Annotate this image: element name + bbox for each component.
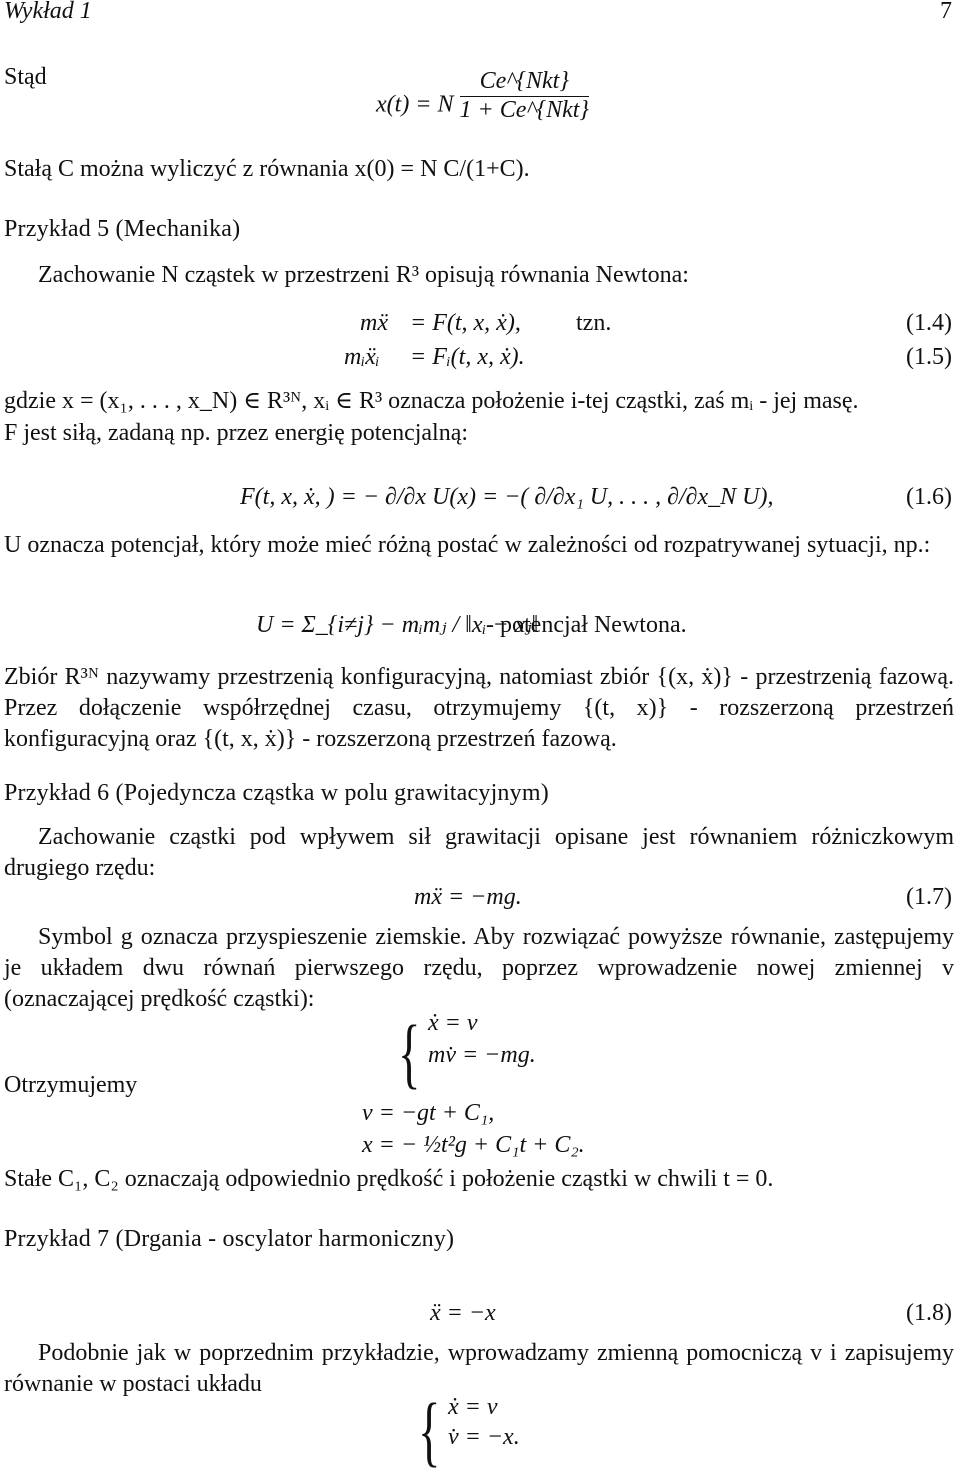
eq14-lhs: mẍ <box>360 310 388 336</box>
eq18: ẍ = −x <box>430 1300 496 1326</box>
running-header: Wykład 1 <box>4 0 92 24</box>
const-line: Stałą C można wyliczyć z równania x(0) = N C/(1+C). <box>4 156 530 182</box>
potential-paragraph: U oznacza potencjał, który może mieć różną postać w zależności od rozpatrywanej sytuacji, np.: <box>4 532 931 558</box>
eq-x-text: x(t) = N <box>376 91 454 118</box>
where-line-1: gdzie x = (x₁, . . . , x_N) ∈ R³ᴺ, xᵢ ∈ R³ oznacza położenie i-tej cząstki, zaś mᵢ - jej masę. <box>4 388 859 414</box>
system2-eq1: ẋ = v <box>448 1394 498 1420</box>
eq15-rhs: = Fᵢ(t, x, ẋ). <box>410 344 525 370</box>
example6-intro: Zachowanie cząstki pod wpływem sił grawitacji opisane jest równaniem różniczkowym drugiego rzędu: <box>4 824 954 882</box>
eq14-number: (1.4) <box>906 310 952 336</box>
solution-v: v = −gt + C₁, <box>362 1100 495 1126</box>
eq-x-fraction <box>460 68 590 124</box>
eq14-rhs: = F(t, x, ẋ), <box>410 310 521 336</box>
eq17-number: (1.7) <box>906 884 952 910</box>
eq18-number: (1.8) <box>906 1300 952 1326</box>
symbol-paragraph: Symbol g oznacza przyspieszenie ziemskie. Aby rozwiązać powyższe równanie, zastępujemy je układem dwu równań pierwszego rzędu, poprzez wprowadzenie nowej zmiennej v (oznaczającej prędkość cząstki): <box>4 924 954 1013</box>
example5-intro: Zachowanie N cząstek w przestrzeni R³ opisują równania Newtona: <box>38 262 689 288</box>
eq15-number: (1.5) <box>906 344 952 370</box>
system1-eq1: ẋ = v <box>428 1010 478 1036</box>
example5-heading: Przykład 5 (Mechanika) <box>4 216 241 242</box>
eq16-number: (1.6) <box>906 484 952 510</box>
stad-label: Stąd <box>4 64 47 90</box>
config-paragraph: Zbiór R³ᴺ nazywamy przestrzenią konfiguracyjną, natomiast zbiór {(x, ẋ)} - przestrzenią fazową. Przez dołączenie współrzędnej czasu, otrzymujemy {(t, x)} - rozszerzoną przestrzeń konfiguracyjną oraz {(t, x, ẋ)} - rozszerzoną przestrzeń fazową. <box>4 664 954 753</box>
example7-heading: Przykład 7 (Drgania - oscylator harmoniczny) <box>4 1226 455 1252</box>
eq-x-numerator: Ce^{Nkt} <box>460 68 590 97</box>
page-number: 7 <box>940 0 952 24</box>
example6-heading: Przykład 6 (Pojedyncza cząstka w polu grawitacyjnym) <box>4 780 549 806</box>
system2-brace: { <box>418 1387 441 1474</box>
where-line-2: F jest siłą, zadaną np. przez energię potencjalną: <box>4 420 469 446</box>
otrzymujemy-label: Otrzymujemy <box>4 1072 138 1098</box>
eq-newton-potential: U = Σ_{i≠j} − mᵢmⱼ / ‖xᵢ − xⱼ‖ <box>256 612 539 638</box>
eq16: F(t, x, ẋ, ) = − ∂/∂x U(x) = −( ∂/∂x₁ U, . . . , ∂/∂x_N U), <box>240 484 774 510</box>
solution-x: x = − ½t²g + C₁t + C₂. <box>362 1132 585 1158</box>
eq14-note: tzn. <box>576 310 612 336</box>
eq17: mẍ = −mg. <box>414 884 522 910</box>
newton-label: - potencjał Newtona. <box>486 612 687 638</box>
system1-brace: { <box>398 1009 421 1096</box>
eq-x-denominator: 1 + Ce^{Nkt} <box>459 96 590 123</box>
constants-line: Stałe C₁, C₂ oznaczają odpowiednio prędkość i położenie cząstki w chwili t = 0. <box>4 1166 774 1192</box>
example7-text: Podobnie jak w poprzednim przykładzie, wprowadzamy zmienną pomocniczą v i zapisujemy równanie w postaci układu <box>4 1340 954 1398</box>
system2-eq2: v̇ = −x. <box>448 1424 520 1450</box>
eq15-lhs: mᵢẍᵢ <box>344 344 380 370</box>
system1-eq2: mv̇ = −mg. <box>428 1042 536 1068</box>
